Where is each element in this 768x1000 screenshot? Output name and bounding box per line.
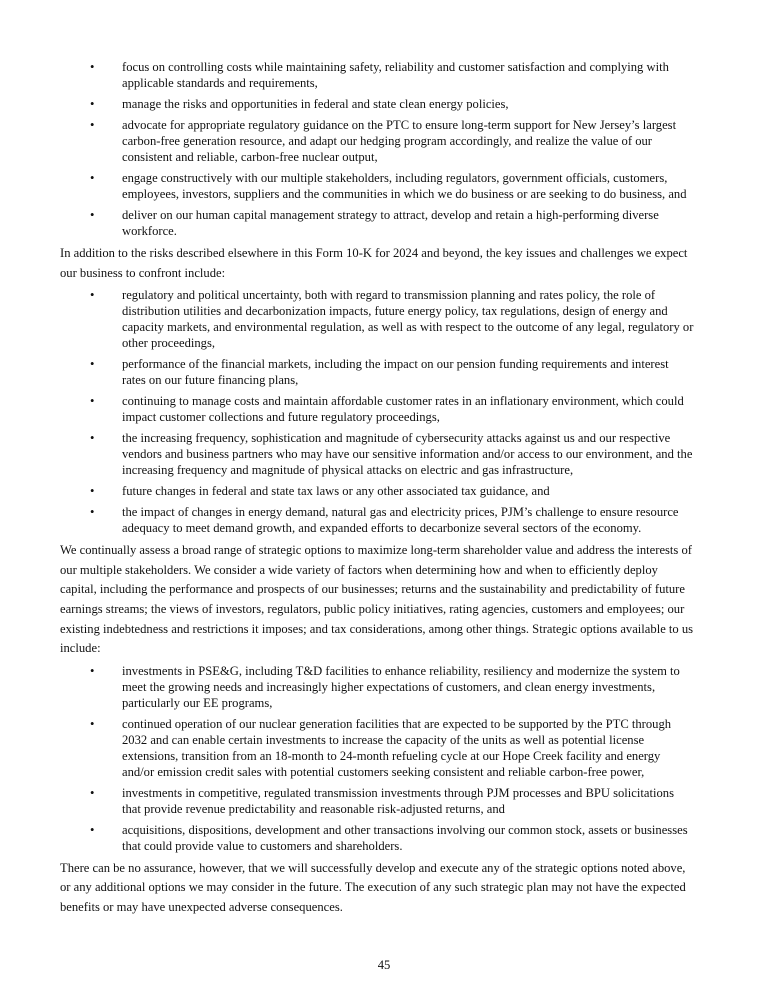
- document-body: [60, 59, 720, 921]
- bullet-icon: •: [90, 288, 95, 303]
- text-line: engage constructively with our multiple stakeholders, including regulators, government officials, customers,: [122, 171, 668, 185]
- text-line: extensions, transition from an 18-month to 24-month refueling cycle at our Hope Creek facility and energy: [122, 748, 661, 763]
- text-line: that could provide value to customers and shareholders.: [122, 838, 403, 853]
- text-line: that provide revenue predictability and reasonable risk-adjusted returns, and: [122, 801, 505, 816]
- text-line: performance of the financial markets, including the impact on our pension funding requirements and interest: [122, 357, 669, 372]
- text-line: workforce.: [122, 224, 177, 238]
- text-line: employees, investors, suppliers and the communities in which we do business or are seeking to do business, and: [122, 187, 687, 201]
- paragraph: [60, 859, 720, 918]
- page-number: 45: [377, 958, 391, 972]
- bullet-item: [60, 356, 720, 388]
- text-line: particularly our EE programs,: [122, 695, 273, 710]
- text-line: our business to confront include:: [60, 265, 226, 280]
- bullet-item: [60, 207, 720, 239]
- bullet-item: [60, 663, 720, 711]
- paragraph: [60, 244, 720, 283]
- text-line: vendors and business partners who may have our sensitive information and/or access to our environment, and the: [122, 447, 693, 462]
- bullet-icon: •: [90, 97, 95, 111]
- text-line: capacity markets, and environmental regulation, as well as with respect to the outcome of any legal, regulatory or: [122, 320, 694, 335]
- text-line: 2032 and can enable certain investments to increase the capacity of the units as well as potential license: [122, 732, 645, 747]
- text-line: deliver on our human capital management strategy to attract, develop and retain a high-performing diverse: [122, 208, 659, 222]
- bullet-icon: •: [90, 208, 95, 222]
- text-line: the increasing frequency, sophistication and magnitude of cybersecurity attacks against us and our respective: [122, 431, 671, 446]
- text-line: We continually assess a broad range of strategic options to maximize long-term shareholder value and address the interests of: [60, 543, 692, 558]
- bullet-item: [60, 822, 720, 854]
- text-line: acquisitions, dispositions, development and other transactions involving our common stock, assets or businesses: [122, 822, 688, 837]
- text-line: In addition to the risks described elsewhere in this Form 10-K for 2024 and beyond, the key issues and challenges we expect: [60, 246, 688, 260]
- bullet-item: [60, 785, 720, 817]
- text-line: manage the risks and opportunities in federal and state clean energy policies,: [122, 97, 509, 111]
- bullet-item: [60, 287, 720, 351]
- bullet-item: [60, 117, 720, 165]
- text-line: distribution utilities and decarbonization impacts, future energy policy, tax regulations, design of energy and: [122, 304, 668, 319]
- bullet-item: [60, 716, 720, 780]
- bullet-icon: •: [90, 822, 95, 837]
- bullet-icon: •: [90, 431, 95, 446]
- text-line: continued operation of our nuclear generation facilities that are expected to be supported by the PTC through: [122, 716, 672, 731]
- bullet-item: [60, 504, 720, 536]
- bullet-icon: •: [90, 484, 95, 499]
- text-line: meet the growing needs and increasingly higher expectations of customers, and clean energy investments,: [122, 679, 656, 694]
- text-line: existing indebtedness and restrictions it imposes; and tax considerations, among other things. Strategic options available to us: [60, 621, 694, 636]
- text-line: rates on our future financing plans,: [122, 373, 299, 388]
- bullet-item: [60, 59, 720, 91]
- bullet-item: [60, 170, 720, 202]
- bullet-icon: •: [90, 171, 95, 185]
- text-line: include:: [60, 641, 101, 656]
- text-line: other proceedings,: [122, 336, 216, 351]
- bullet-icon: •: [90, 60, 95, 74]
- bullet-icon: •: [90, 118, 95, 132]
- bullet-item: [60, 430, 720, 478]
- bullet-icon: •: [90, 505, 95, 520]
- text-line: consistent and reliable, carbon-free nuclear output,: [122, 150, 378, 164]
- bullet-icon: •: [90, 394, 95, 409]
- bullet-item: [60, 96, 720, 112]
- text-line: future changes in federal and state tax laws or any other associated tax guidance, and: [122, 484, 550, 499]
- text-line: earnings streams; the views of investors, regulators, public policy initiatives, rating agencies, customers and employees; our: [60, 601, 685, 616]
- text-line: There can be no assurance, however, that we will successfully develop and execute any of the strategic options noted above,: [60, 860, 686, 875]
- text-line: adequacy to meet demand growth, and expanded efforts to decarbonize several sectors of the economy.: [122, 521, 642, 536]
- bullet-icon: •: [90, 716, 95, 731]
- paragraph: [60, 541, 720, 659]
- bullet-item: [60, 483, 720, 499]
- text-line: carbon-free generation resource, and adapt our hedging program accordingly, and realize the value of our: [122, 134, 652, 148]
- text-line: investments in competitive, regulated transmission investments through PJM processes and BPU solicitations: [122, 785, 674, 800]
- text-line: advocate for appropriate regulatory guidance on the PTC to ensure long-term support for New Jersey’s largest: [122, 118, 677, 132]
- text-line: our multiple stakeholders. We consider a wide variety of factors when determining how and when to efficiently deploy: [60, 562, 658, 577]
- text-line: capital, including the performance and prospects of our businesses; returns and the sustainability and predictability of future: [60, 582, 685, 597]
- text-line: applicable standards and requirements,: [122, 76, 318, 90]
- bullet-icon: •: [90, 357, 95, 372]
- text-line: increasing frequency and magnitude of physical attacks on electric and gas infrastructure,: [122, 463, 574, 478]
- text-line: investments in PSE&G, including T&D facilities to enhance reliability, resiliency and modernize the system to: [122, 663, 680, 678]
- bullet-icon: •: [90, 785, 95, 800]
- text-line: regulatory and political uncertainty, both with regard to transmission planning and rates policy, the role of: [122, 288, 656, 303]
- text-line: focus on controlling costs while maintaining safety, reliability and customer satisfaction and complying with: [122, 60, 669, 74]
- bullet-icon: •: [90, 663, 95, 678]
- text-line: impact customer collections and future regulatory proceedings,: [122, 410, 440, 425]
- text-line: the impact of changes in energy demand, natural gas and electricity prices, PJM’s challenge to ensure resource: [122, 505, 679, 520]
- text-line: and/or emission credit sales with potential customers seeking consistent and reliable carbon-free power,: [122, 764, 645, 779]
- bullet-item: [60, 393, 720, 425]
- text-line: benefits or may have unexpected adverse consequences.: [60, 899, 343, 914]
- text-line: or any additional options we may consider in the future. The execution of any such strategic plan may not have the expected: [60, 880, 686, 895]
- text-line: continuing to manage costs and maintain affordable customer rates in an inflationary environment, which could: [122, 394, 684, 409]
